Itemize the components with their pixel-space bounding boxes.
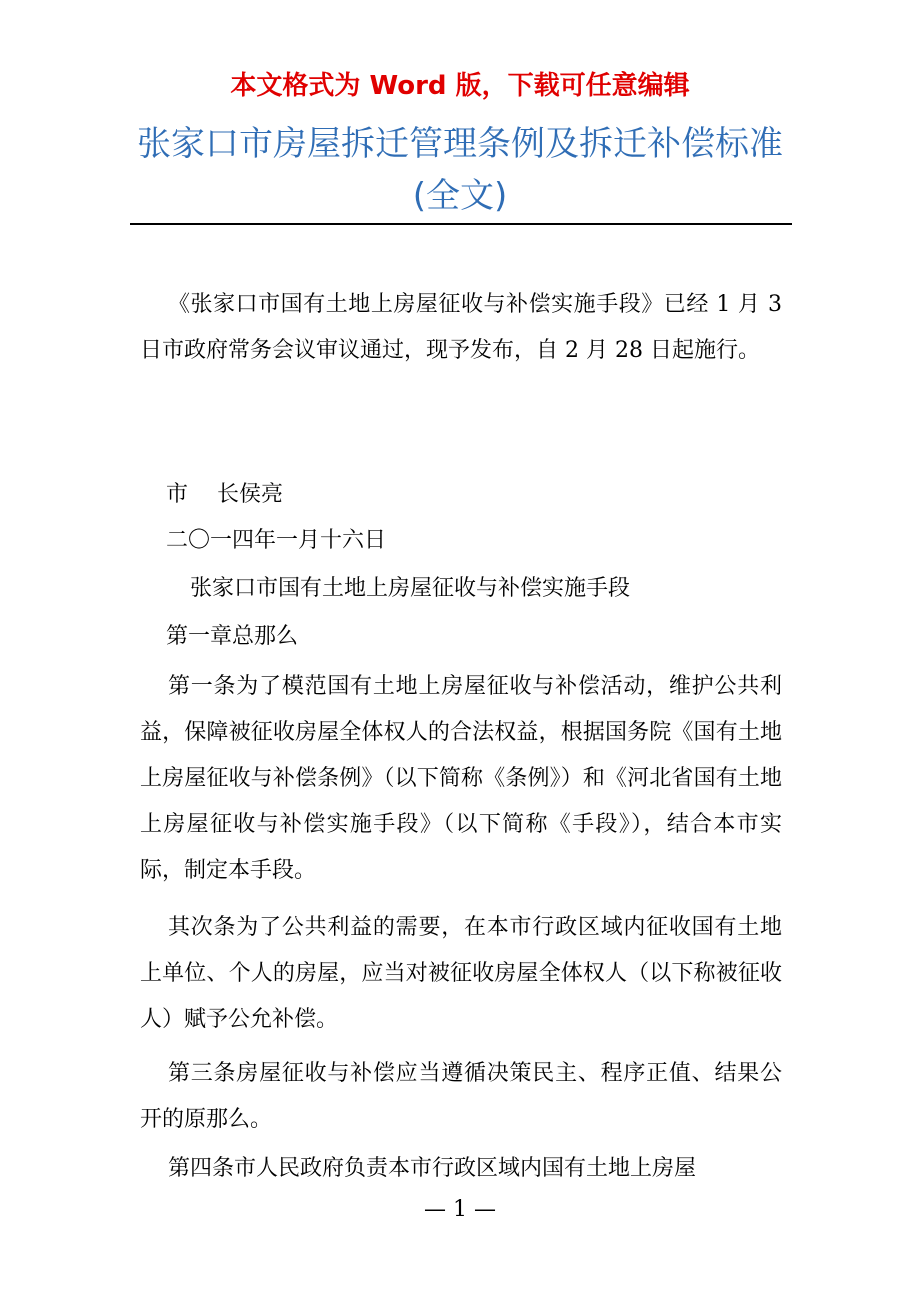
article-1: 第一条为了模范国有土地上房屋征收与补偿活动，维护公共利益，保障被征收房屋全体权人的合法权益，根据国务院《国有土地上房屋征收与补偿条例》（以下简称《条例》）和《河北省国有土地上房屋征收与补偿实施手段》（以下简称《手段》），结合本市实际，制定本手段。	[140, 674, 782, 883]
issue-date: 二〇一四年一月十六日	[166, 528, 387, 553]
article-4: 第四条市人民政府负责本市行政区域内国有土地上房屋	[168, 1156, 697, 1181]
article-2: 其次条为了公共利益的需要，在本市行政区域内征收国有土地上单位、个人的房屋，应当对被征收房屋全体权人（以下称被征收人）赋予公允补偿。	[140, 915, 782, 1032]
title-divider	[130, 223, 792, 225]
document-title: 张家口市房屋拆迁管理条例及拆迁补偿标准(全文)	[137, 124, 783, 216]
download-banner: 本文格式为 Word 版，下载可任意编辑	[230, 71, 690, 101]
page-number: — 1 —	[424, 1197, 496, 1222]
mayor-signature: 市 长侯亮	[166, 482, 283, 507]
document-heading: 张家口市国有土地上房屋征收与补偿实施手段	[190, 576, 631, 601]
article-3: 第三条房屋征收与补偿应当遵循决策民主、程序正值、结果公开的原那么。	[140, 1061, 782, 1132]
chapter-heading: 第一章总那么	[166, 624, 299, 649]
intro-paragraph: 《张家口市国有土地上房屋征收与补偿实施手段》已经 1 月 3 日市政府常务会议审议通过，现予发布，自 2 月 28 日起施行。	[140, 292, 782, 363]
